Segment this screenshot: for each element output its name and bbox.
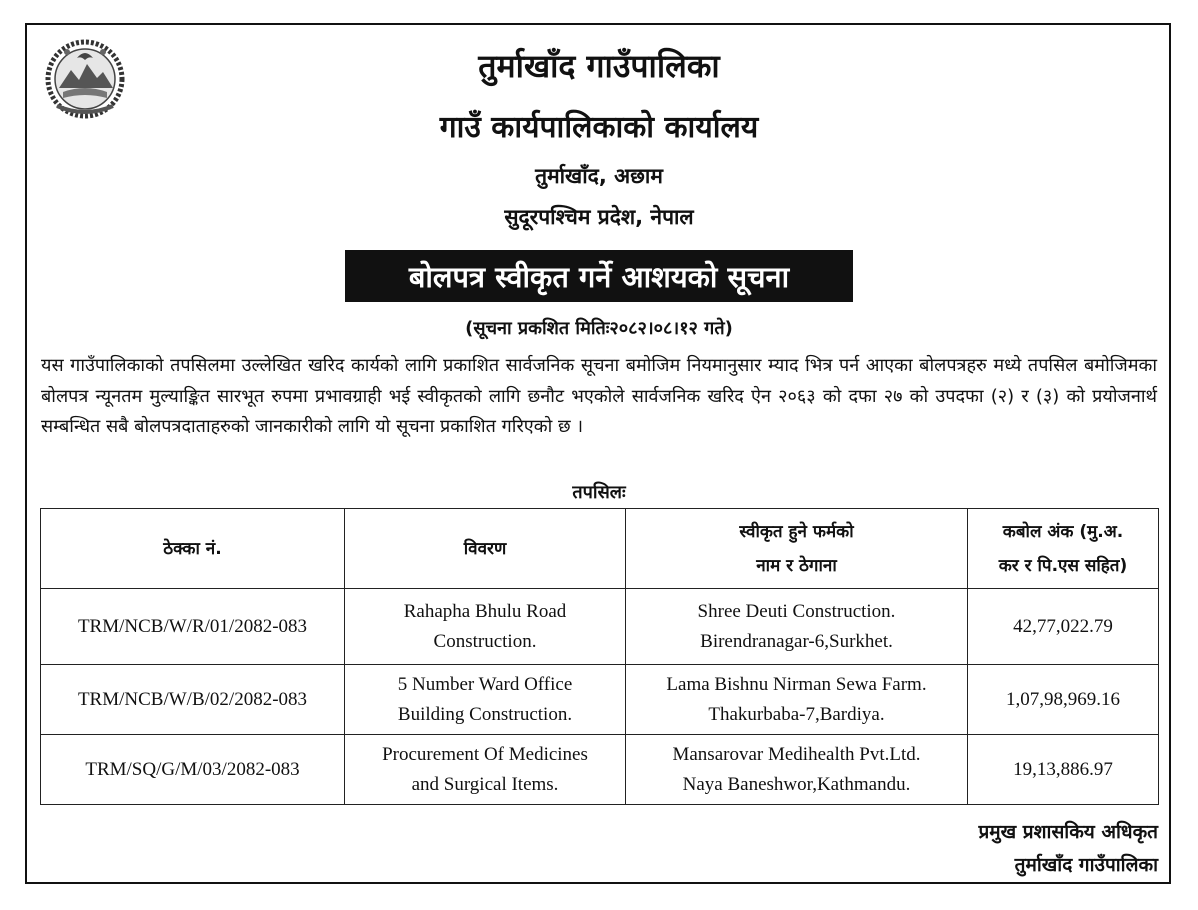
table-row <box>41 735 1159 805</box>
office-name: गाउँ कार्यपालिकाको कार्यालय <box>439 110 759 145</box>
signatory-designation: प्रमुख प्रशासकिय अधिकृत <box>978 821 1158 843</box>
cell-contract-no: TRM/NCB/W/B/02/2082-083 <box>41 665 345 735</box>
cell-firm: Lama Bishnu Nirman Sewa Farm. Thakurbaba-7,Bardiya. <box>626 665 968 735</box>
cell-amount: 1,07,98,969.16 <box>968 665 1159 735</box>
cell-firm: Shree Deuti Construction. Birendranagar-6,Surkhet. <box>626 589 968 665</box>
cell-description: Rahapha Bhulu Road Construction. <box>345 589 626 665</box>
cell-amount: 42,77,022.79 <box>968 589 1159 665</box>
header-firm: स्वीकृत हुने फर्मको नाम र ठेगाना <box>626 509 968 589</box>
cell-contract-no: TRM/SQ/G/M/03/2082-083 <box>41 735 345 805</box>
header-contract-no: ठेक्का नं. <box>41 509 345 589</box>
cell-firm: Mansarovar Medihealth Pvt.Ltd. Naya Baneshwor,Kathmandu. <box>626 735 968 805</box>
notice-title: बोलपत्र स्वीकृत गर्ने आशयको सूचना <box>408 259 790 294</box>
province-country: सुदूरपश्चिम प्रदेश, नेपाल <box>504 205 694 229</box>
header-amount: कबोल अंक (मु.अ. कर र पि.एस सहित) <box>968 509 1159 589</box>
table-row <box>41 589 1159 665</box>
accepted-bids-table <box>40 508 1159 805</box>
cell-amount: 19,13,886.97 <box>968 735 1159 805</box>
published-date: (सूचना प्रकशित मितिः२०८२।०८।१२ गते) <box>465 318 733 339</box>
notice-body: यस गाउँपालिकाको तपसिलमा उल्लेखित खरिद कार्यको लागि प्रकाशित सार्वजनिक सूचना बमोजिम नियमानुसार म्याद भित्र पर्न आएका बोलपत्रहरु मध्ये तपसिल बमोजिमका बोलपत्र न्यूनतम मुल्याङ्कित सारभूत रुपमा प्रभावग्राही भई स्वीकृतको लागि छनौट भएकोले सार्वजनिक खरिद ऐन २०६३ को दफा २७ को उपदफा (२) र (३) को प्रयोजनार्थ सम्बन्धित सबै बोलपत्रदाताहरुको जानकारीको लागि यो सूचना प्रकाशित गरिएको छ । <box>41 355 1157 437</box>
municipality-name: तुर्माखाँद गाउँपालिका <box>478 47 720 85</box>
cell-description: Procurement Of Medicines and Surgical Items. <box>345 735 626 805</box>
table-row <box>41 665 1159 735</box>
signatory-office: तुर्माखाँद गाउँपालिका <box>1014 854 1158 876</box>
header-description: विवरण <box>345 509 626 589</box>
annex-label: तपसिलः <box>572 482 626 503</box>
notice-title-banner <box>345 250 853 302</box>
cell-description: 5 Number Ward Office Building Construction. <box>345 665 626 735</box>
cell-contract-no: TRM/NCB/W/R/01/2082-083 <box>41 589 345 665</box>
table-header-row <box>41 509 1159 589</box>
office-location: तुर्माखाँद, अछाम <box>535 164 663 188</box>
